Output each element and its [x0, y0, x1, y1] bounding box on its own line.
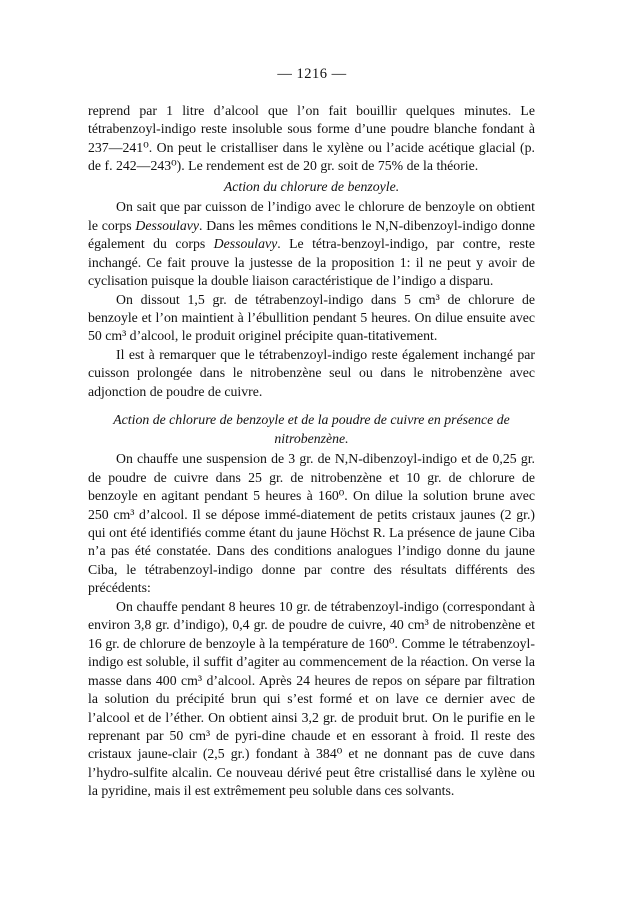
paragraph-suspension: On chauffe une suspension de 3 gr. de N,N-dibenzoyl-indigo et de 0,25 gr. de poudre de cuivre dans 25 gr. de nitrobenzène et 10 gr. de chlorure de benzoyle en agitant pendant 5 heures à 160⁰. On dilue la solution brune avec 250 cm³ d’alcool. Il se dépose immé-diatement de petits cristaux jaunes (2 gr.) qui ont été identifiés comme étant du jaune Höchst R. La présence de jaune Ciba n’a pas été constatée. Dans des conditions analogues l’indigo donne du jaune Ciba, le tétrabenzoyl-indigo donne par contre des résultats différents des précédents:: [88, 451, 535, 596]
paragraph-continued: reprend par 1 litre d’alcool que l’on fait bouillir quelques minutes. Le tétrabenzoyl-indigo reste insoluble sous forme d’une poudre blanche fondant à 237—241⁰. On peut le cristalliser dans le xylène ou l’acide acétique glacial (p. de f. 242—243⁰). Le rendement est de 20 gr. soit de 75% de la théorie.: [88, 103, 535, 174]
section-heading-benzoyl-chloride: Action du chlorure de benzoyle.: [223, 178, 400, 194]
proper-name-dessoulavy: Dessoulavy: [135, 217, 199, 233]
paragraph-dessoulavy: On sait que par cuisson de l’indigo avec le chlorure de benzoyle on obtient le corps Dessoulavy. Dans les mêmes conditions le N,N-dibenzoyl-indigo donne également du corps Dessoulavy. Le tétra-benzoyl-indigo, par contre, reste inchangé. Ce fait prouve la justesse de la proposition 1: il ne peut y avoir de cyclisation puisque la double liaison caractéristique de l’indigo a disparu.: [88, 199, 535, 289]
page-number-header: — 1216 —: [277, 66, 347, 82]
proper-name-dessoulavy: Dessoulavy: [213, 236, 278, 252]
paragraph-dissolution: On dissout 1,5 gr. de tétrabenzoyl-indigo dans 5 cm³ de chlorure de benzoyle et l’on maintient à l’ébullition pendant 5 heures. On dilue ensuite avec 50 cm³ d’alcool, le produit originel précipite quan-titativement.: [88, 291, 535, 344]
paragraph-heating: On chauffe pendant 8 heures 10 gr. de tétrabenzoyl-indigo (correspondant à environ 3,8 gr. d’indigo), 0,4 gr. de poudre de cuivre, 40 cm³ de nitrobenzène et 16 gr. de chlorure de benzoyle à la température de 160⁰. Comme le tétrabenzoyl-indigo est soluble, il suffit d’agiter au commencement de la réaction. On verse la masse dans 400 cm³ d’alcool. Après 24 heures de repos on sépare par filtration la solution du précipité brun qui s’est formé et on lave ce dernier avec de l’alcool et de l’éther. On obtient ainsi 3,2 gr. de produit brut. On le purifie en le reprenant par 50 cm³ de pyri-dine chaude et en essorant à froid. Il reste des cristaux jaune-clair (2,5 gr.) fondant à 384⁰ et ne donnant pas de cuve dans l’hydro-sulfite alcalin. Ce nouveau dérivé peut être cristallisé dans le xylène ou la pyridine, mais il est extrêmement peu soluble dans ces solvants.: [88, 598, 535, 799]
paragraph-remark: Il est à remarquer que le tétrabenzoyl-indigo reste également inchangé par cuisson prolongée dans le nitrobenzène seul ou dans le nitrobenzène avec adjonction de poudre de cuivre.: [88, 346, 535, 399]
page-body: [88, 102, 535, 801]
section-heading-copper-nitrobenzene: Action de chlorure de benzoyle et de la poudre de cuivre en présence de nitrobenzène.: [113, 412, 510, 446]
